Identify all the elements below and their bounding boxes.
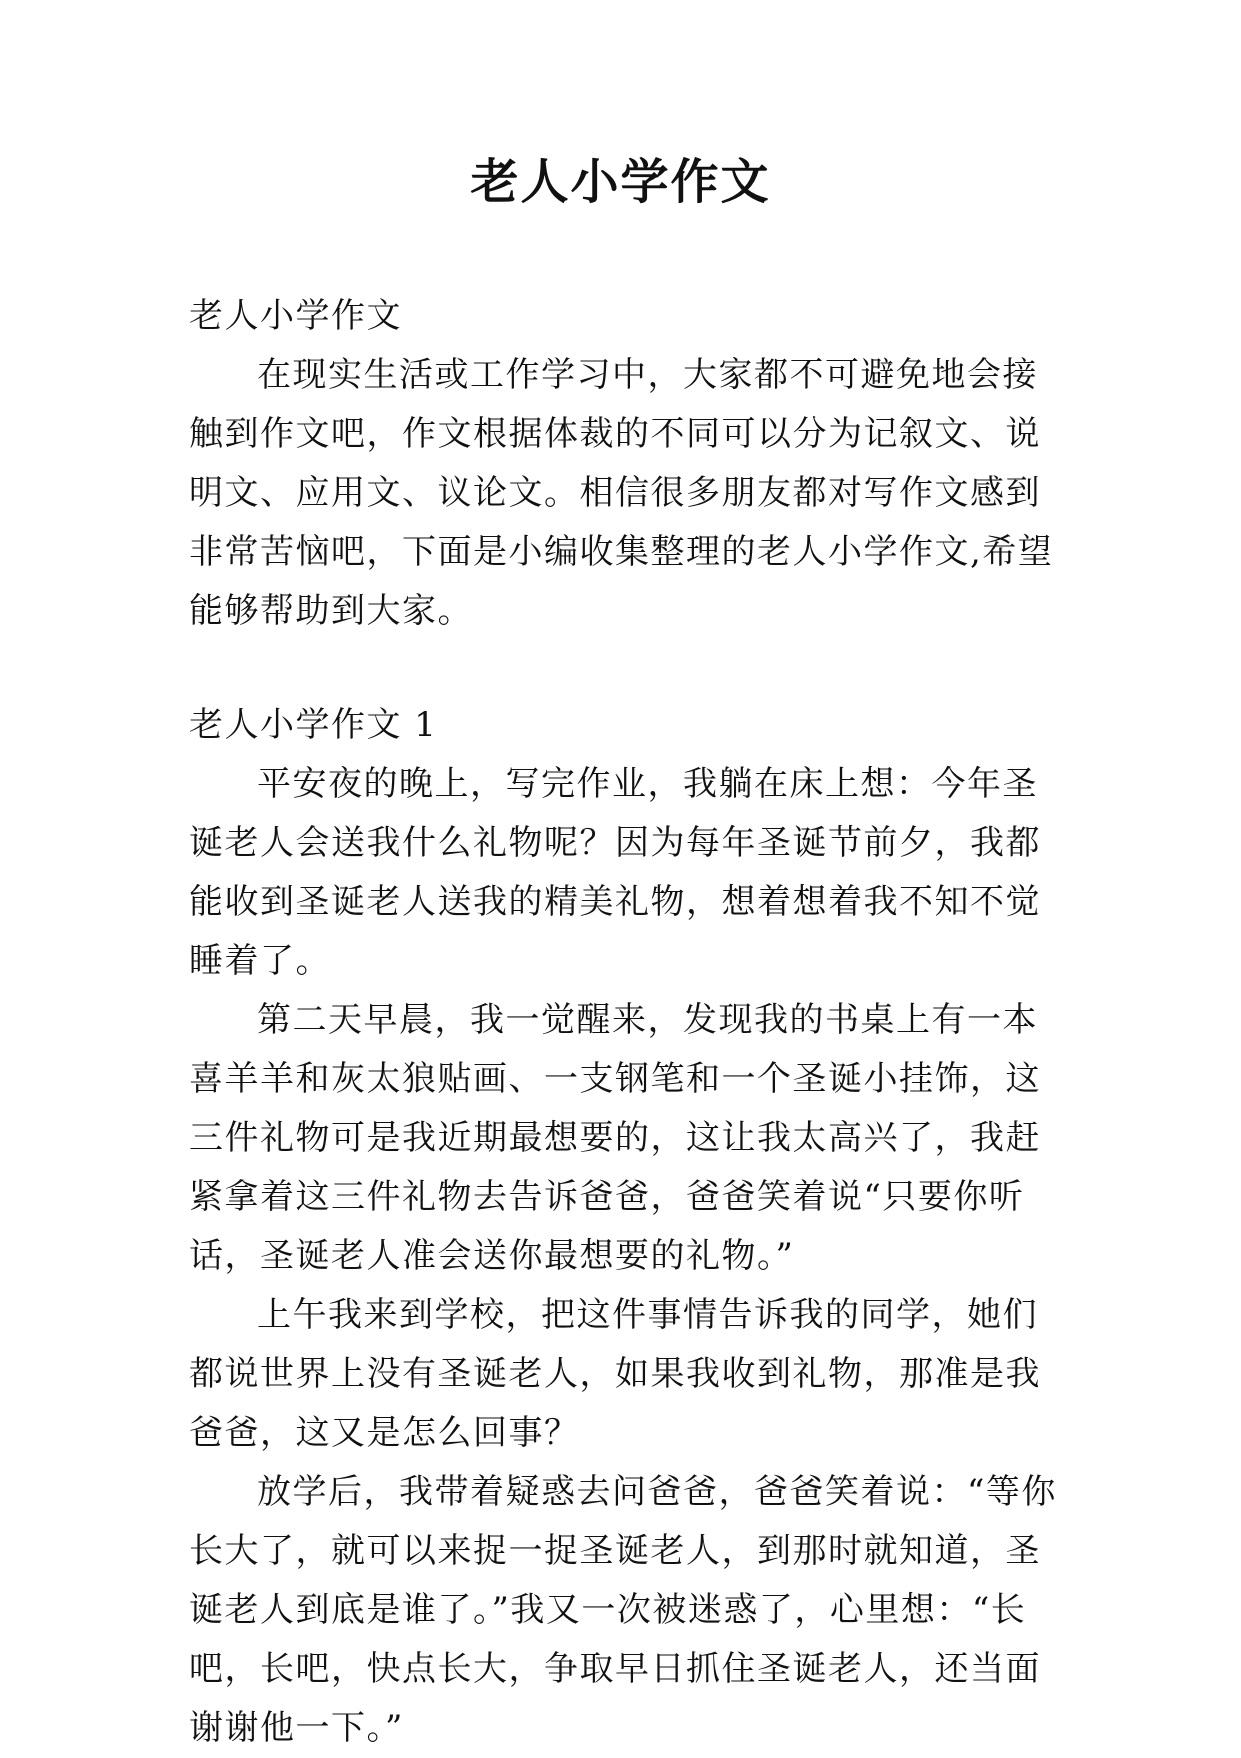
essay-1-heading: 老人小学作文 1 (189, 705, 438, 745)
essay-1-paragraph-4: 放学后，我带着疑惑去问爸爸，爸爸笑着说：“等你长大了，就可以来捉一捉圣诞老人，到那时就知道，圣诞老人到底是谁了。”我又一次被迷惑了，心里想：“长吧，长吧，快点长大，争取早日抓住圣诞老人，还当面谢谢他一下。” (189, 1472, 1057, 1748)
essay-1-paragraph-3: 上午我来到学校，把这件事情告诉我的同学，她们都说世界上没有圣诞老人，如果我收到礼物，那准是我爸爸，这又是怎么回事？ (189, 1295, 1041, 1453)
essay-1-paragraph-2: 第二天早晨，我一觉醒来，发现我的书桌上有一本喜羊羊和灰太狼贴画、一支钢笔和一个圣诞小挂饰，这三件礼物可是我近期最想要的，这让我太高兴了，我赶紧拿着这三件礼物去告诉爸爸，爸爸笑着说“只要你听话，圣诞老人准会送你最想要的礼物。” (189, 1000, 1041, 1276)
document-body (189, 287, 1059, 1758)
section-spacer (189, 641, 1059, 696)
intro-paragraph: 在现实生活或工作学习中，大家都不可避免地会接触到作文吧，作文根据体裁的不同可以分为记叙文、说明文、应用文、议论文。相信很多朋友都对写作文感到非常苦恼吧，下面是小编收集整理的老人小学作文,希望能够帮助到大家。 (189, 355, 1054, 631)
document-title: 老人小学作文 (470, 154, 771, 210)
intro-heading: 老人小学作文 (189, 296, 402, 336)
essay-1-paragraph-1: 平安夜的晚上，写完作业，我躺在床上想：今年圣诞老人会送我什么礼物呢？因为每年圣诞节前夕，我都能收到圣诞老人送我的精美礼物，想着想着我不知不觉睡着了。 (189, 764, 1041, 981)
